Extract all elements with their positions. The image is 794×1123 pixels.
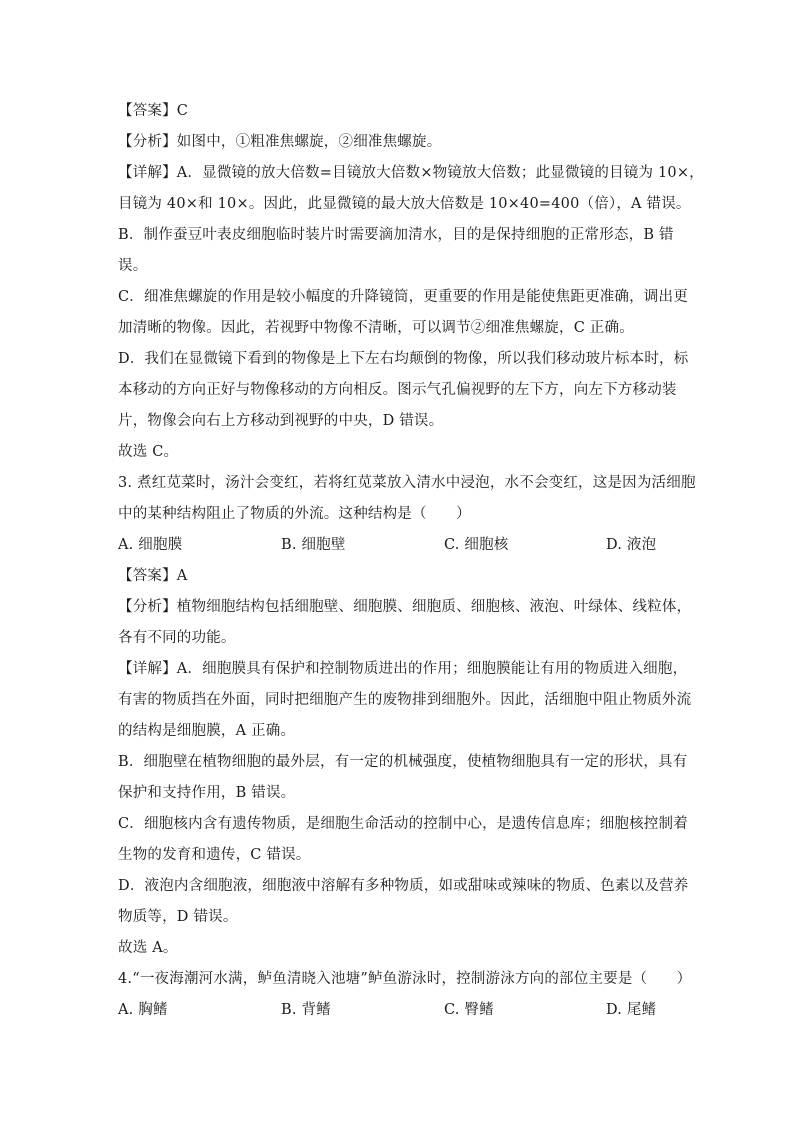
q4-option-d: D. 尾鳍	[606, 1002, 657, 1018]
q3-detail-line: 保护和支持作用，B 错误。	[118, 785, 296, 801]
q3-options	[118, 530, 678, 561]
content	[118, 96, 704, 1026]
q2-detail-line: 【详解】A．显微镜的放大倍数=目镜放大倍数×物镜放大倍数；此显微镜的目镜为 10×，	[118, 165, 704, 181]
q4-stem: 4.“一夜海潮河水满，鲈鱼清晓入池塘”鲈鱼游泳时，控制游泳方向的部位主要是（ ）	[118, 971, 692, 987]
q4-option-a: A. 胸鳍	[118, 1002, 168, 1018]
q2-detail-line: 误。	[118, 258, 148, 274]
q3-option-d: D. 液泡	[606, 537, 657, 553]
q3-detail-line: 有害的物质挡在外面，同时把细胞产生的废物排到细胞外。因此，活细胞中阻止物质外流	[118, 692, 692, 708]
q2-detail-line: C．细准焦螺旋的作用是较小幅度的升降镜筒，更重要的作用是能使焦距更准确，调出更	[118, 289, 688, 305]
q3-stem-line: 3. 煮红苋菜时，汤汁会变红，若将红苋菜放入清水中浸泡，水不会变红，这是因为活细胞	[118, 475, 696, 491]
q3-answer: 【答案】A	[118, 568, 188, 584]
q3-detail-line: C．细胞核内含有遗传物质，是细胞生命活动的控制中心，是遗传信息库；细胞核控制着	[118, 816, 688, 832]
q3-analysis-line: 各有不同的功能。	[118, 630, 236, 646]
q3-conclusion: 故选 A。	[118, 940, 178, 956]
q2-detail-line: D．我们在显微镜下看到的物像是上下左右均颠倒的物像，所以我们移动玻片标本时，标	[118, 351, 689, 367]
q3-detail-line: 物质等，D 错误。	[118, 909, 238, 925]
q3-detail-line: D．液泡内含细胞液，细胞液中溶解有多种物质，如或甜味或辣味的物质、色素以及营养	[118, 878, 689, 894]
q3-detail-line: 的结构是细胞膜，A 正确。	[118, 723, 296, 739]
q3-option-c: C. 细胞核	[444, 537, 509, 553]
q4-options	[118, 995, 678, 1026]
q3-analysis-line: 【分析】植物细胞结构包括细胞壁、细胞膜、细胞质、细胞核、液泡、叶绿体、线粒体，	[118, 599, 692, 615]
q3-option-b: B. 细胞壁	[281, 537, 346, 553]
q2-analysis: 【分析】如图中，①粗准焦螺旋，②细准焦螺旋。	[118, 134, 442, 150]
q2-detail-line: 片，物像会向右上方移动到视野的中央，D 错误。	[118, 413, 444, 429]
q4-option-c: C. 臀鳍	[444, 1002, 494, 1018]
q3-stem-line: 中的某种结构阻止了物质的外流。这种结构是（ ）	[118, 506, 471, 522]
q2-detail-line: 目镜为 40×和 10×。因此，此显微镜的最大放大倍数是 10×40=400（倍），A 错误。	[118, 196, 691, 212]
q2-detail-line: 加清晰的物像。因此，若视野中物像不清晰，可以调节②细准焦螺旋，C 正确。	[118, 320, 634, 336]
q3-option-a: A. 细胞膜	[118, 537, 183, 553]
q3-detail-line: 生物的发育和遗传，C 错误。	[118, 847, 311, 863]
q2-detail-line: 本移动的方向正好与物像移动的方向相反。图示气孔偏视野的左下方，向左下方移动装	[118, 382, 677, 398]
q3-detail-line: 【详解】A．细胞膜具有保护和控制物质进出的作用；细胞膜能让有用的物质进入细胞，	[118, 661, 688, 677]
q2-answer: 【答案】C	[118, 103, 189, 119]
q2-detail-line: B．制作蚕豆叶表皮细胞临时装片时需要滴加清水，目的是保持细胞的正常形态，B 错	[118, 227, 674, 243]
q2-conclusion: 故选 C。	[118, 444, 179, 460]
q3-detail-line: B．细胞壁在植物细胞的最外层，有一定的机械强度，使植物细胞具有一定的形状，具有	[118, 754, 688, 770]
q4-option-b: B. 背鳍	[281, 1002, 331, 1018]
